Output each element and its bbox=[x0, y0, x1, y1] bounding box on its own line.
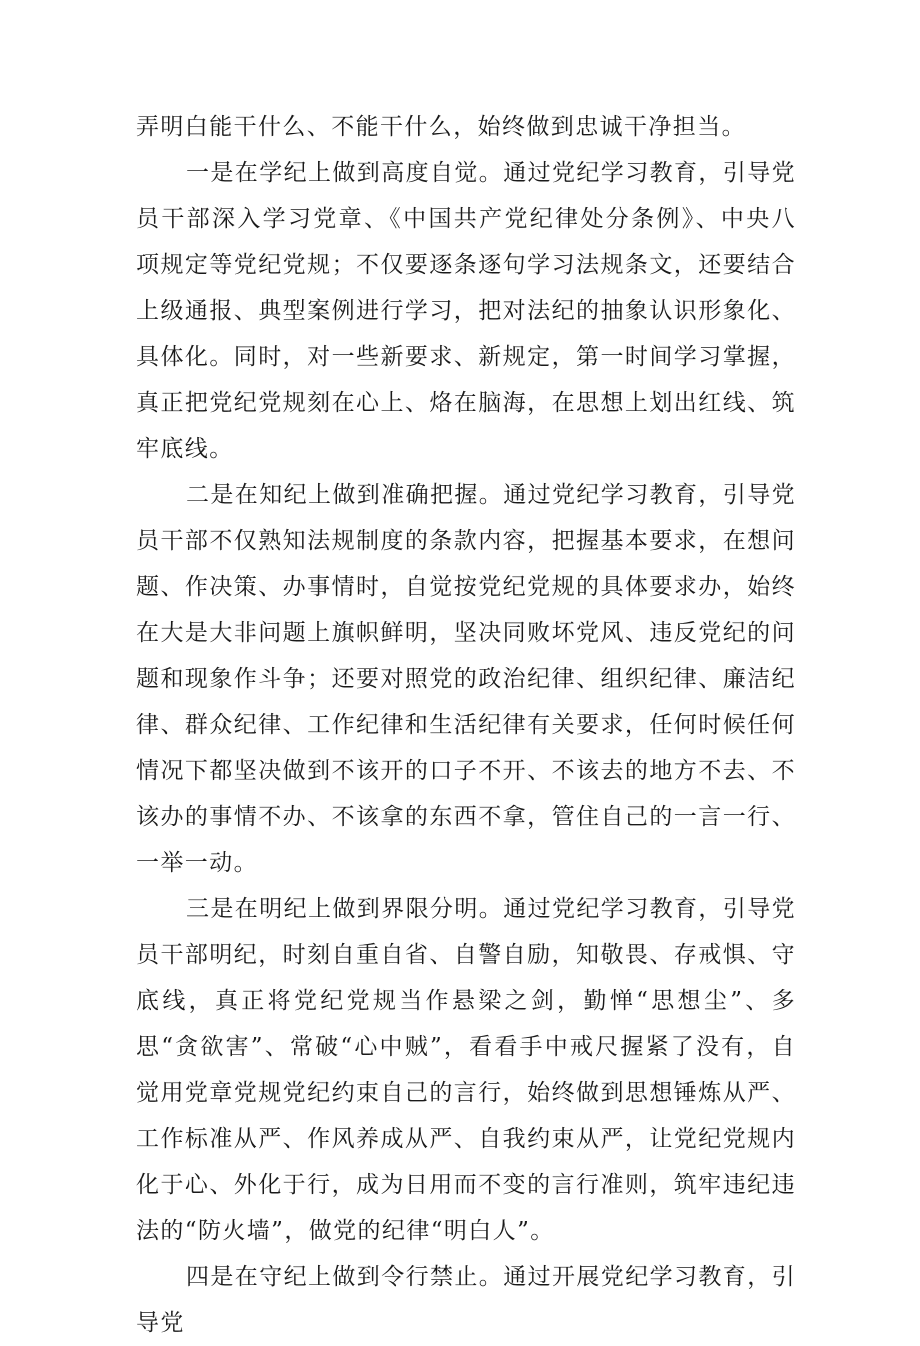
paragraph-continuation: 弄明白能干什么、不能干什么，始终做到忠诚干净担当。 bbox=[136, 114, 746, 140]
paragraph-understanding-discipline: 三是在明纪上做到界限分明。通过党纪学习教育，引导党员干部明纪，时刻自重自省、自警自励，知敬畏、存戒惧、守底线，真正将党纪党规当作悬梁之剑，勤惮“思想尘”、多思“贪欲害”、常破“心中贼”，看看手中戒尺握紧了没有，自觉用党章党规党纪约束自己的言行，始终做到思想锤炼从严、工作标准从严、作风养成从严、自我约束从严，让党纪党规内化于心、外化于行，成为日用而不变的言行准则，筑牢违纪违法的“防火墙”，做党的纪律“明白人”。 bbox=[136, 896, 796, 1244]
paragraph-learning-discipline: 一是在学纪上做到高度自觉。通过党纪学习教育，引导党员干部深入学习党章、《中国共产党纪律处分条例》、中央八项规定等党纪党规；不仅要逐条逐句学习法规条文，还要结合上级通报、典型案例进行学习，把对法纪的抽象认识形象化、具体化。同时，对一些新要求、新规定，第一时间学习掌握，真正把党纪党规刻在心上、烙在脑海，在思想上划出红线、筑牢底线。 bbox=[136, 160, 796, 462]
paragraph-keeping-discipline: 四是在守纪上做到令行禁止。通过开展党纪学习教育，引导党 bbox=[136, 1264, 796, 1336]
paragraph-knowing-discipline: 二是在知纪上做到准确把握。通过党纪学习教育，引导党员干部不仅熟知法规制度的条款内容，把握基本要求，在想问题、作决策、办事情时，自觉按党纪党规的具体要求办，始终在大是大非问题上旗帜鲜明，坚决同败坏党风、违反党纪的问题和现象作斗争；还要对照党的政治纪律、组织纪律、廉洁纪律、群众纪律、工作纪律和生活纪律有关要求，任何时候任何情况下都坚决做到不该开的口子不开、不该去的地方不去、不该办的事情不办、不该拿的东西不拿，管住自己的一言一行、一举一动。 bbox=[136, 482, 796, 876]
document-body bbox=[136, 104, 796, 1346]
